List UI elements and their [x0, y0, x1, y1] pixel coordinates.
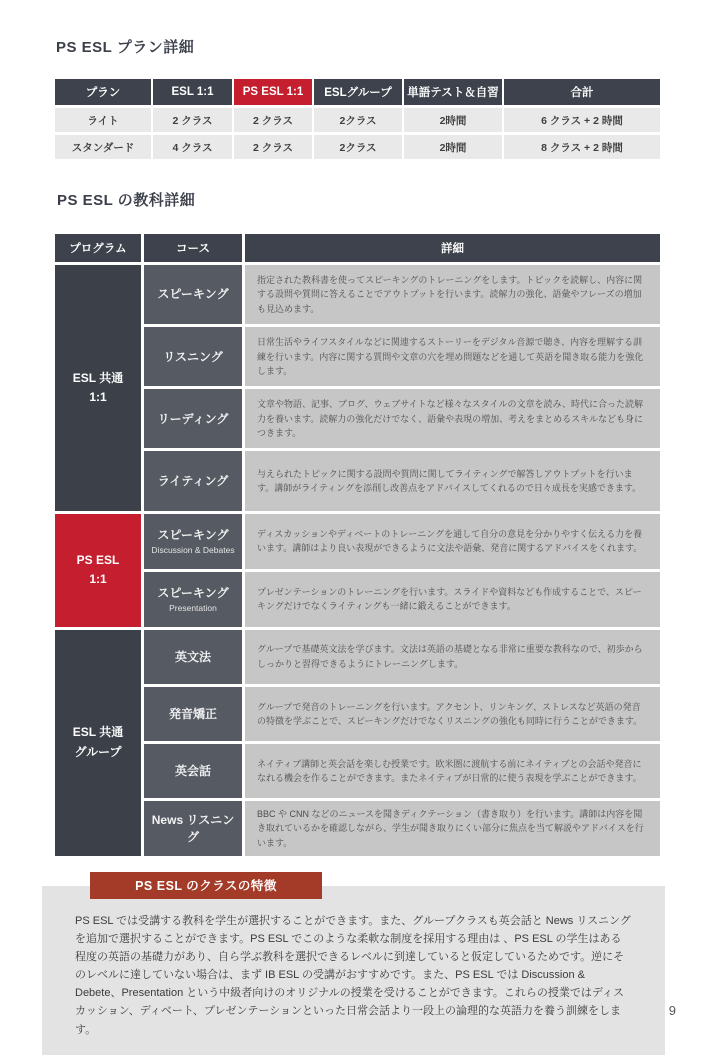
course-cell [144, 572, 242, 627]
subject-table [55, 234, 660, 856]
course-label: 英文法 [174, 649, 211, 664]
course-label: スピーキング [157, 585, 229, 600]
detail-cell [245, 265, 660, 324]
detail-cell [245, 744, 660, 798]
detail-text: グループで基礎英文法を学びます。文法は英語の基礎となる非常に重要な教科なので、初歩からしっかりと習得できるようにトレーニングします。 [257, 644, 643, 669]
detail-text: ネイティブ講師と英会話を楽しむ授業です。欧米圏に渡航する前にネイティブとの会話や発音になれる機会を作ることができます。またネイティブが日常的に使う表現を学ぶことができます。 [257, 758, 642, 784]
plan-header-esl11: ESL 1:1 [153, 79, 232, 105]
subject-header-detail: 詳細 [245, 234, 660, 262]
detail-cell [245, 451, 660, 510]
course-row [144, 514, 660, 569]
course-label: リーディング [157, 411, 229, 426]
course-row [144, 744, 660, 798]
program-label-line2: 1:1 [89, 389, 107, 404]
detail-cell [245, 389, 660, 448]
course-cell [144, 744, 242, 798]
course-label: ライティング [157, 473, 229, 488]
feature-description-box [42, 886, 665, 1055]
plan-section-title: PS ESL プラン詳細 [56, 39, 195, 56]
course-row [144, 389, 660, 448]
detail-cell [245, 327, 660, 386]
page-number: 9 [668, 1003, 676, 1018]
program-label-line1: PS ESL [76, 552, 120, 567]
course-sublabel: Presentation [169, 603, 217, 614]
plan-header-esl-group: ESLグループ [314, 79, 402, 105]
course-label: 発音矯正 [168, 706, 217, 721]
detail-text: プレゼンテーションのトレーニングを行います。スライドや資料なども作成することで、スピーキングだけでなくライティングも一緒に鍛えることができます。 [257, 586, 642, 612]
table-cell: 2クラス [314, 135, 402, 159]
program-cell [55, 630, 141, 856]
course-cell [144, 265, 242, 324]
course-row [144, 801, 660, 855]
course-row [144, 630, 660, 684]
table-cell: スタンダード [55, 135, 151, 159]
course-cell [144, 327, 242, 386]
subject-section-title: PS ESL の教科詳細 [57, 192, 196, 209]
program-group-ps-esl-11 [55, 514, 660, 627]
program-label-line2: 1:1 [89, 572, 107, 587]
course-cell [144, 687, 242, 741]
course-row [144, 451, 660, 510]
plan-header-plan: プラン [55, 79, 151, 105]
course-row [144, 687, 660, 741]
plan-table-header-row [55, 79, 660, 105]
plan-row-standard [55, 135, 660, 159]
program-group-esl-common-group [55, 630, 660, 856]
table-cell: 2 クラス [153, 108, 232, 132]
plan-row-light [55, 108, 660, 132]
detail-text: ディスカッションやディベートのトレーニングを通して自分の意見を分かりやすく伝える力を養います。講師はより良い表現ができるように文法や語彙、発音に関するアドバイスをくれます。 [257, 528, 643, 554]
detail-cell [245, 514, 660, 569]
course-label: 英会話 [174, 764, 211, 779]
feature-title-badge: PS ESL のクラスの特徴 [90, 872, 322, 899]
table-cell: 2 クラス [234, 135, 312, 159]
course-label: スピーキング [157, 287, 229, 302]
plan-header-total: 合計 [504, 79, 660, 105]
table-cell: 2時間 [404, 135, 502, 159]
course-label: スピーキング [157, 527, 229, 542]
course-cell [144, 451, 242, 510]
program-group-esl-common-11 [55, 265, 660, 511]
table-cell: 2 クラス [234, 108, 312, 132]
course-row [144, 572, 660, 627]
detail-cell [245, 572, 660, 627]
detail-text: 文章や物語、記事、ブログ、ウェブサイトなど様々なスタイルの文章を読み、時代に合った読解力を養います。読解力の強化だけでなく、語彙や表現の増加、考えをまとめるスキルなども身につきます。 [257, 399, 644, 439]
course-cell [144, 514, 242, 569]
detail-cell [245, 801, 660, 855]
feature-description: PS ESL では受講する教科を学生が選択することができます。また、グループクラスも英会話と News リスニングを追加で選択することができます。PS ESL でこのような柔軟な制度を採用する理由は 、PS ESL の学生はある程度の英語の基礎力があり、自ら学ぶ教科を選択できるレベルに到達していると仮定しているためです。逆にそのレベルに達していない場合は、まず IB ESL の受講がおすすめです。また、PS ESL では Discussion & Debete、Presentation という中級者向けのオリジナルの授業を受けることができます。これらの授業ではディスカッション、ディベート、プレゼンテーションといった日常会話より一段上の論理的な英語力を養う訓練をします。 [75, 914, 631, 1036]
table-cell: 6 クラス + 2 時間 [504, 108, 660, 132]
detail-text: BBC や CNN などのニュースを聞きディクテーション（書き取り）を行います。講師は内容を聞き取れているかを確認しながら、学生が聞き取りにくい部分に焦点を当て解説やアドバイスを行います。 [257, 808, 644, 848]
table-cell: 8 クラス + 2 時間 [504, 135, 660, 159]
subject-header-program: プログラム [55, 234, 141, 262]
table-cell: ライト [55, 108, 151, 132]
table-cell: 2時間 [404, 108, 502, 132]
program-label-line1: ESL 共通 [72, 370, 124, 385]
course-label: リスニング [163, 349, 223, 364]
plan-header-ps-esl11: PS ESL 1:1 [234, 79, 312, 105]
course-sublabel: Discussion & Debates [151, 545, 235, 556]
program-cell-highlighted [55, 514, 141, 627]
program-cell [55, 265, 141, 511]
program-label-line1: ESL 共通 [72, 725, 124, 740]
course-cell [144, 801, 242, 855]
course-row [144, 327, 660, 386]
feature-section [42, 872, 665, 1055]
plan-table [55, 79, 660, 159]
detail-text: 日常生活やライフスタイルなどに関連するストーリーをデジタル音源で聴き、内容を理解する訓練を行います。内容に関する質問や文章の穴を埋め問題などを通して英語を聞き取る能力を強化します。 [257, 337, 644, 376]
course-row [144, 265, 660, 324]
detail-cell [245, 687, 660, 741]
detail-cell [245, 630, 660, 684]
detail-text: 与えられたトピックに関する設問や質問に関してライティングで解答しアウトプットを行います。講師がライティングを添削し改善点をアドバイスしてくれるので日々成長を実感できます。 [257, 468, 642, 493]
table-cell: 2クラス [314, 108, 402, 132]
subject-header-course: コース [144, 234, 242, 262]
course-label: News リスニング [151, 813, 235, 844]
document-page [0, 36, 708, 1036]
detail-text: 指定された教科書を使ってスピーキングのトレーニングをします。トピックを読解し、内容に関する設問や質問に答えることでアウトプットを行います。読解力の強化、語彙やフレーズの増加も見込めます。 [257, 274, 643, 314]
course-cell [144, 389, 242, 448]
detail-text: グループで発音のトレーニングを行います。アクセント、リンキング、ストレスなど英語の発音の特徴を学ぶことで、スピーキングだけでなくリスニングの強化も同時に行うことができます。 [257, 701, 643, 726]
subject-table-header-row [55, 234, 660, 262]
course-cell [144, 630, 242, 684]
program-label-line2: グループ [74, 744, 122, 759]
plan-header-word-test: 単語テスト＆自習 [404, 79, 502, 105]
table-cell: 4 クラス [153, 135, 232, 159]
